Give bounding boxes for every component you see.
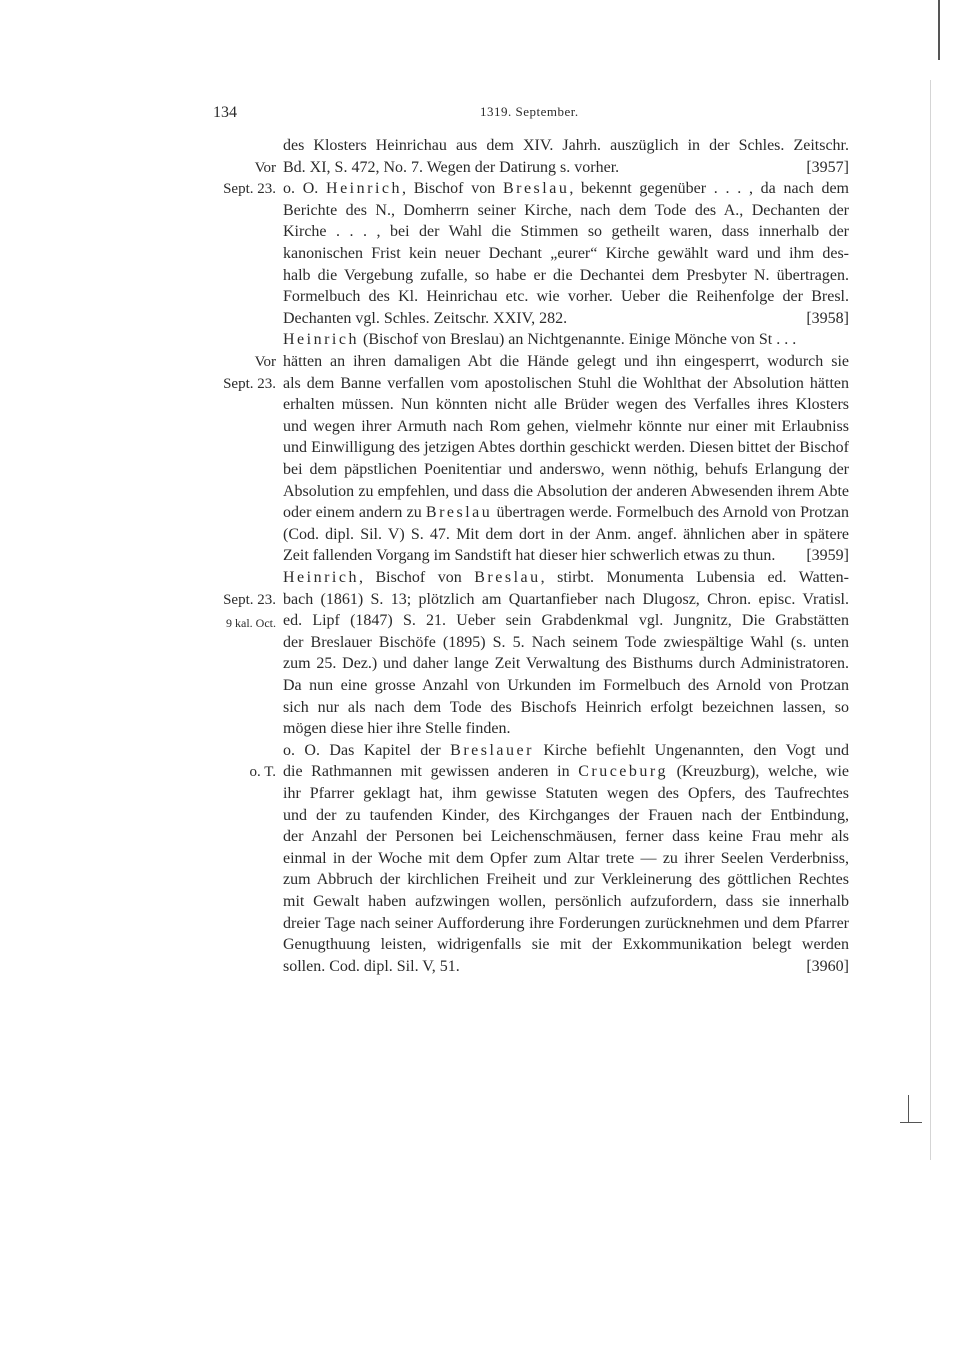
text-line: halb die Vergebung zufalle, so habe er die Dechantei dem Presbyter N. übertragen. [283, 266, 849, 284]
text-line: des Klosters Heinrichau aus dem XIV. Jahrh. auszüglich in der Schles. Zeitschr. [283, 137, 849, 154]
margin-date: Sept. 23. [223, 591, 276, 608]
spaced-name: Heinrich [283, 569, 359, 586]
spaced-name: Breslau [474, 569, 541, 586]
text-line: Dechanten vgl. Schles. Zeitschr. XXIV, 282. [283, 309, 568, 327]
margin-date: 9 kal. Oct. [226, 616, 276, 631]
text-line: Formelbuch des Kl. Heinrichau etc. wie vorher. Ueber die Reihenfolge der Bresl. [283, 288, 849, 306]
text-line: hätten an ihren damaligen Abt die Hände gelegt und ihn eingesperrt, wodurch sie [283, 353, 849, 370]
text-line: mögen diese hier ihre Stelle finden. [283, 720, 511, 738]
edge-mark [908, 1095, 909, 1123]
text-line: die Rathmannen mit gewissen anderen in Cruceburg (Kreuzburg), welche, wie [283, 763, 849, 781]
text-line: bach (1861) S. 13; plötzlich am Quartanfieber nach Dlugosz, Chron. episc. Vratisl. [283, 590, 849, 608]
margin-date: Vor [254, 354, 276, 370]
text-line: sollen. Cod. dipl. Sil. V, 51. [283, 957, 460, 975]
text-line: (Cod. dipl. Sil. V) S. 47. Mit dem dort in der Anm. angef. ähnlichen aber in spätere [283, 525, 849, 543]
text-line: oder einem andern zu Breslau übertragen werde. Formelbuch des Arnold von Protzan [283, 504, 849, 522]
text-line: kanonischen Frist kein neuer Dechant „eurer“ Kirche gewählt ward und ihm des- [283, 245, 849, 262]
running-head: 1319. September. [480, 104, 579, 119]
text-line: als dem Banne verfallen vom apostolischen Stuhl die Wohlthat der Absolution hätten [283, 374, 849, 392]
text-line: dreier Tage nach seiner Aufforderung ihre Forderungen zurücknehmen und dem Pfarrer [283, 914, 849, 932]
edge-mark [930, 80, 931, 1160]
text-line: Da nun eine grosse Anzahl von Urkunden im Formelbuch des Arnold von Protzan [283, 677, 849, 694]
margin-date: Sept. 23. [223, 181, 276, 198]
text-line: einmal in der Woche mit dem Opfer zum Altar trete — zu ihrer Seelen Verderbniss, [283, 849, 849, 867]
document-number: [3958] [806, 309, 849, 327]
text-line: und wegen ihrer Armuth nach Rom gehen, vielmehr könnte nur einer mit Erlaubniss [283, 417, 849, 435]
spaced-name: Breslau [425, 504, 493, 522]
text-line: sich nur als nach dem Tode des Bischofs Heinrich erfolgt bezeichnen lassen, so [283, 698, 849, 716]
text-line: Kirche . . . , bei der Wahl die Stimmen so getheilt waren, dass innerhalb der [283, 223, 849, 241]
edge-mark [900, 1122, 922, 1123]
document-number: [3959] [806, 547, 849, 565]
text-line: Heinrich (Bischof von Breslau) an Nichtgenannte. Einige Mönche von St . . . [283, 331, 797, 349]
text-line: zum 25. Dez.) und daher lange Zeit Verwaltung des Bisthums durch Administratoren. [283, 655, 849, 673]
text-line: bei dem päpstlichen Poenitentiar und anderswo, wenn nöthig, behufs Erlangung der [283, 461, 849, 478]
text-line: und Einwilligung des jetzigen Abtes dorthin geschickt werden. Diesen bittet der Bischof [283, 439, 849, 457]
text-line: der Anzahl der Personen bei Leichenschmäusen, ferner dass keine Frau mehr als [283, 828, 849, 846]
text-line: ihr Pfarrer geklagt hat, ihm gewisse Statuten wegen des Opfers, des Taufrechtes [283, 785, 849, 802]
text-line: Absolution zu empfehlen, und dass die Absolution der anderen Abwesenden ihrem Abte [283, 482, 849, 500]
text-line: der Breslauer Bischöfe (1895) S. 5. Nach seinem Tode zwiespältige Wahl (s. unten [283, 633, 849, 651]
margin-date: Vor [254, 159, 276, 176]
page-number: 134 [213, 104, 237, 121]
spaced-name: Heinrich [283, 331, 359, 349]
text-line: zum Abbruch der kirchlichen Freiheit und zur Verkleinerung des göttlichen Rechtes [283, 871, 849, 889]
spaced-name: Heinrich [326, 180, 402, 198]
text-line: mit Gewalt haben aufzwingen wollen, persönlich aufzufordern, dass sie innerhalb [283, 893, 849, 910]
edge-mark [938, 0, 940, 60]
margin-date: Sept. 23. [223, 375, 276, 392]
text-line: o. O. Das Kapitel der Breslauer Kirche befiehlt Ungenannten, den Vogt und [283, 741, 849, 759]
text-line: Heinrich, Bischof von Breslau, stirbt. Monumenta Lubensia ed. Watten- [283, 569, 849, 586]
document-number: [3960] [806, 957, 849, 975]
text-line: o. O. Heinrich, Bischof von Breslau, bekennt gegenüber . . . , da nach dem [283, 180, 849, 198]
text-line: Genugthuung leisten, widrigenfalls sie mit der Exkommunikation belegt werden [283, 936, 849, 954]
spaced-name: Breslauer [450, 741, 534, 759]
text-line: und der zu taufenden Kinder, des Kirchganges der Frauen nach der Entbindung, [283, 806, 849, 824]
text-line: ed. Lipf (1847) S. 21. Ueber sein Grabdenkmal vgl. Jungnitz, Die Grabstätten [283, 612, 849, 630]
spaced-name: Breslau [502, 180, 570, 198]
text-line: Berichte des N., Domherrn seiner Kirche, nach dem Tode des A., Dechanten der [283, 201, 849, 219]
text-line: Bd. XI, S. 472, No. 7. Wegen der Datirung s. vorher. [283, 158, 620, 176]
text-line: Zeit fallenden Vorgang im Sandstift hat dieser hier schwerlich etwas zu thun. [283, 547, 776, 565]
document-number: [3957] [806, 158, 849, 176]
spaced-name: Cruceburg [578, 763, 668, 781]
margin-date: o. T. [249, 764, 276, 781]
text-line: erhalten müssen. Nun könnten nicht alle Brüder wegen des Verfalles ihres Klosters [283, 396, 849, 414]
